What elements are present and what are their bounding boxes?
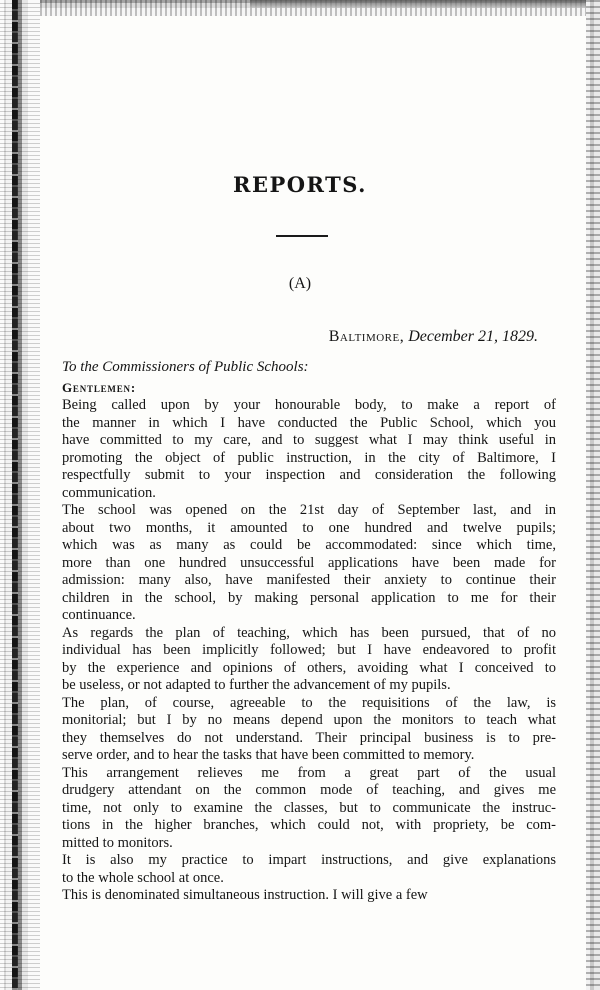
text-line: by the experience and opinions of others, avoiding what I conceived to [62, 659, 556, 676]
text-line: continuance. [62, 607, 136, 623]
paragraph [62, 765, 556, 853]
text-line: about two months, it amounted to one hundred and twelve pupils; [62, 519, 556, 536]
text-line: time, not only to examine the classes, but to communicate the instruc- [62, 799, 556, 816]
salutation: To the Commissioners of Public Schools: [62, 359, 309, 375]
text-line: drudgery attendant on the common mode of teaching, and gives me [62, 782, 556, 798]
text-line: respectfully submit to your inspection and consideration the following [62, 467, 556, 483]
text-line: tions in the higher branches, which could not, with propriety, be com- [62, 817, 556, 833]
text-line: The plan, of course, agreeable to the requisitions of the law, is [62, 694, 556, 711]
letter-body [62, 397, 556, 905]
text-line: more than one hundred unsuccessful applications have been made for [62, 554, 556, 571]
greeting: Gentlemen: [62, 380, 136, 395]
text-line: to the whole school at once. [62, 869, 224, 886]
paragraph [62, 625, 556, 695]
text-line: children in the school, by making personal application to me for their [62, 589, 556, 606]
scan-top-edge [0, 0, 600, 16]
paragraph [62, 852, 556, 887]
text-line: promoting the object of public instruction, in the city of Baltimore, I [62, 449, 556, 466]
text-line: It is also my practice to impart instructions, and give explanations [62, 852, 556, 868]
scan-binding-edge [0, 0, 40, 990]
text-line: which was as many as could be accommodated: since which time, [62, 537, 556, 553]
paragraph [62, 502, 556, 625]
text-line: monitorial; but I by no means depend upon the monitors to teach what [62, 712, 556, 728]
text-line: This is denominated simultaneous instruction. I will give a few [62, 887, 428, 903]
text-line: As regards the plan of teaching, which has been pursued, that of no [62, 624, 556, 641]
text-line: serve order, and to hear the tasks that have been committed to memory. [62, 747, 475, 763]
text-line: be useless, or not adapted to further the advancement of my pupils. [62, 677, 451, 693]
text-line: This arrangement relieves me from a great part of the usual [62, 764, 556, 781]
paragraph [62, 887, 556, 905]
text-line: admission: many also, have manifested their anxiety to continue their [62, 572, 556, 588]
paragraph [62, 695, 556, 765]
text-line: they themselves do not understand. Their principal business is to pre- [62, 729, 556, 746]
paragraph [62, 397, 556, 502]
text-line: have committed to my care, and to suggest what I may think useful in [62, 432, 556, 448]
text-line: Being called upon by your honourable body, to make a report of [62, 397, 556, 413]
dateline [329, 328, 538, 346]
text-line: individual has been implicitly followed; but I have endeavored to profit [62, 642, 556, 658]
text-line: The school was opened on the 21st day of September last, and in [62, 502, 556, 518]
text-line: communication. [62, 484, 156, 501]
page-heading: REPORTS. [233, 172, 367, 197]
dateline-date: December 21, 1829. [408, 328, 538, 345]
text-line: the manner in which I have conducted the Public School, which you [62, 414, 556, 431]
heading-rule [276, 235, 328, 237]
text-line: mitted to monitors. [62, 834, 173, 851]
section-label: (A) [288, 275, 312, 292]
dateline-city: Baltimore, [328, 328, 405, 345]
scan-right-edge [586, 0, 600, 990]
